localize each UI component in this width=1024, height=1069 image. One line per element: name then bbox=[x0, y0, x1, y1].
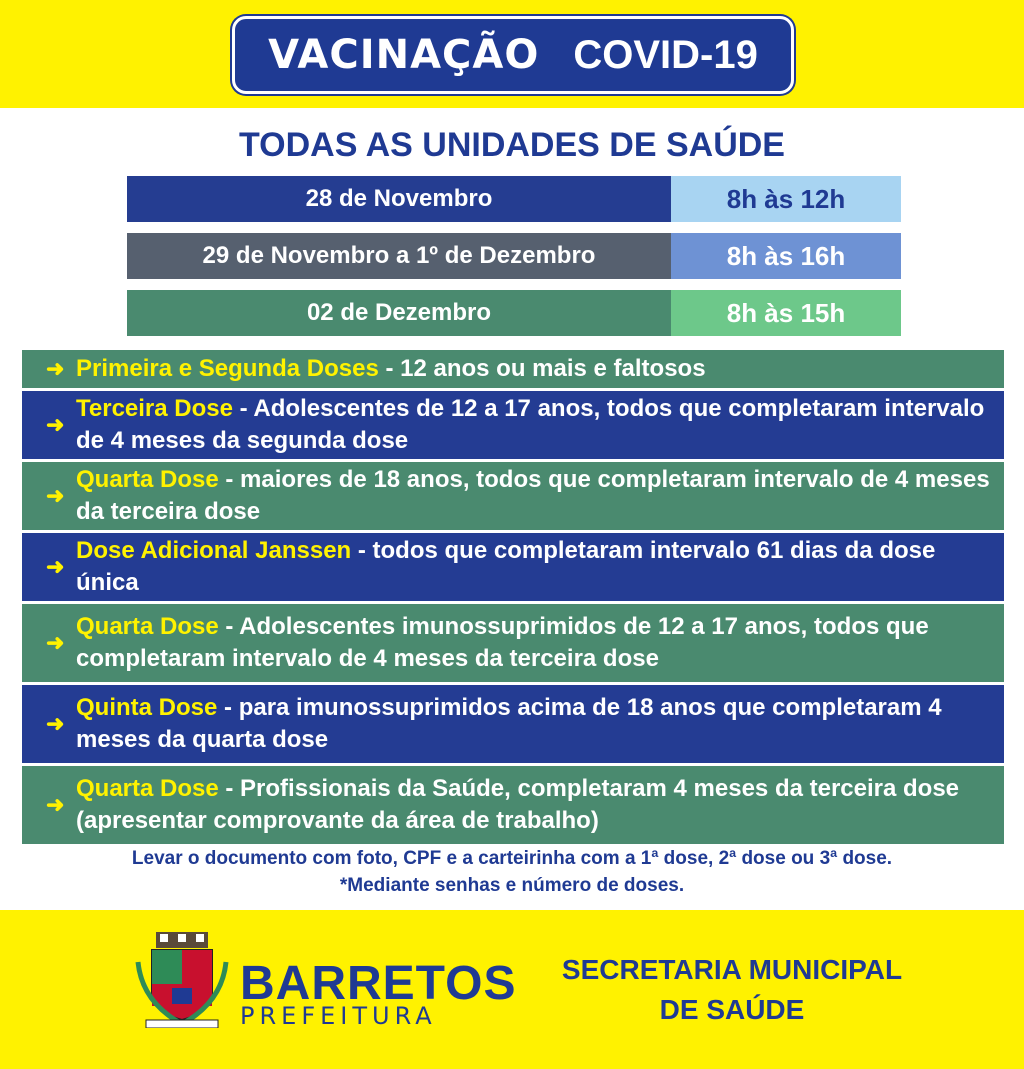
requirements-note: Levar o documento com foto, CPF e a carteirinha com a 1ª dose, 2ª dose ou 3ª dose. bbox=[131, 848, 893, 869]
group-title: Quarta Dose bbox=[76, 613, 219, 640]
arrow-right-icon: ➜ bbox=[46, 792, 65, 817]
group-desc: - 12 anos ou mais e faltosos bbox=[378, 355, 706, 382]
schedule-time: 8h às 12h bbox=[671, 176, 901, 222]
group-row bbox=[22, 533, 1004, 601]
schedule-time: 8h às 16h bbox=[671, 233, 901, 279]
group-desc: - todos que completaram intervalo 61 dias da dose única bbox=[76, 537, 936, 596]
group-desc: - Adolescentes de 12 a 17 anos, todos que completaram intervalo de 4 meses da segunda dose bbox=[76, 395, 985, 454]
group-row bbox=[22, 462, 1004, 530]
title-sub: COVID-19 bbox=[573, 32, 758, 77]
secretaria-line2: DE SAÚDE bbox=[659, 994, 805, 1025]
arrow-right-icon: ➜ bbox=[46, 554, 65, 579]
group-title: Dose Adicional Janssen bbox=[76, 537, 352, 564]
schedule-date: 29 de Novembro a 1º de Dezembro bbox=[127, 233, 671, 279]
vaccination-groups bbox=[22, 350, 1004, 844]
group-desc: - Profissionais da Saúde, completaram 4 meses da terceira dose (apresentar comprovante da área de trabalho) bbox=[76, 775, 960, 834]
group-row bbox=[22, 604, 1004, 682]
schedule-date: 28 de Novembro bbox=[127, 176, 671, 222]
arrow-right-icon: ➜ bbox=[46, 356, 65, 381]
logo-subtitle: PREFEITURA bbox=[240, 1002, 437, 1030]
group-desc: - para imunossuprimidos acima de 18 anos que completaram 4 meses da quarta dose bbox=[76, 694, 942, 753]
group-row bbox=[22, 766, 1004, 844]
logo-name: BARRETOS bbox=[240, 957, 517, 1010]
group-row bbox=[22, 350, 1004, 388]
arrow-right-icon: ➜ bbox=[46, 483, 65, 508]
group-title: Quarta Dose bbox=[76, 466, 219, 493]
secretaria-line1: SECRETARIA MUNICIPAL bbox=[561, 954, 903, 985]
group-title: Primeira e Segunda Doses bbox=[76, 355, 379, 382]
group-desc: - maiores de 18 anos, todos que completaram intervalo de 4 meses da terceira dose bbox=[76, 466, 990, 525]
schedule-row-2 bbox=[127, 233, 901, 279]
title-banner bbox=[232, 16, 794, 94]
arrow-right-icon: ➜ bbox=[46, 412, 65, 437]
group-row bbox=[22, 391, 1004, 459]
group-desc: - Adolescentes imunossuprimidos de 12 a 17 anos, todos que completaram intervalo de 4 meses da terceira dose bbox=[76, 613, 929, 672]
schedule-row-1 bbox=[127, 176, 901, 222]
title-main: VACINAÇÃO bbox=[268, 32, 540, 78]
group-title: Terceira Dose bbox=[76, 395, 233, 422]
password-note: *Mediante senhas e número de doses. bbox=[339, 875, 685, 896]
arrow-right-icon: ➜ bbox=[46, 630, 65, 655]
arrow-right-icon: ➜ bbox=[46, 711, 65, 736]
schedule-date: 02 de Dezembro bbox=[127, 290, 671, 336]
schedule-time: 8h às 15h bbox=[671, 290, 901, 336]
coat-of-arms-icon bbox=[132, 932, 232, 1028]
units-title: TODAS AS UNIDADES DE SAÚDE bbox=[239, 126, 785, 164]
group-title: Quinta Dose bbox=[76, 694, 218, 721]
schedule-row-3 bbox=[127, 290, 901, 336]
group-row bbox=[22, 685, 1004, 763]
secretaria-label bbox=[556, 950, 908, 1030]
group-title: Quarta Dose bbox=[76, 775, 219, 802]
